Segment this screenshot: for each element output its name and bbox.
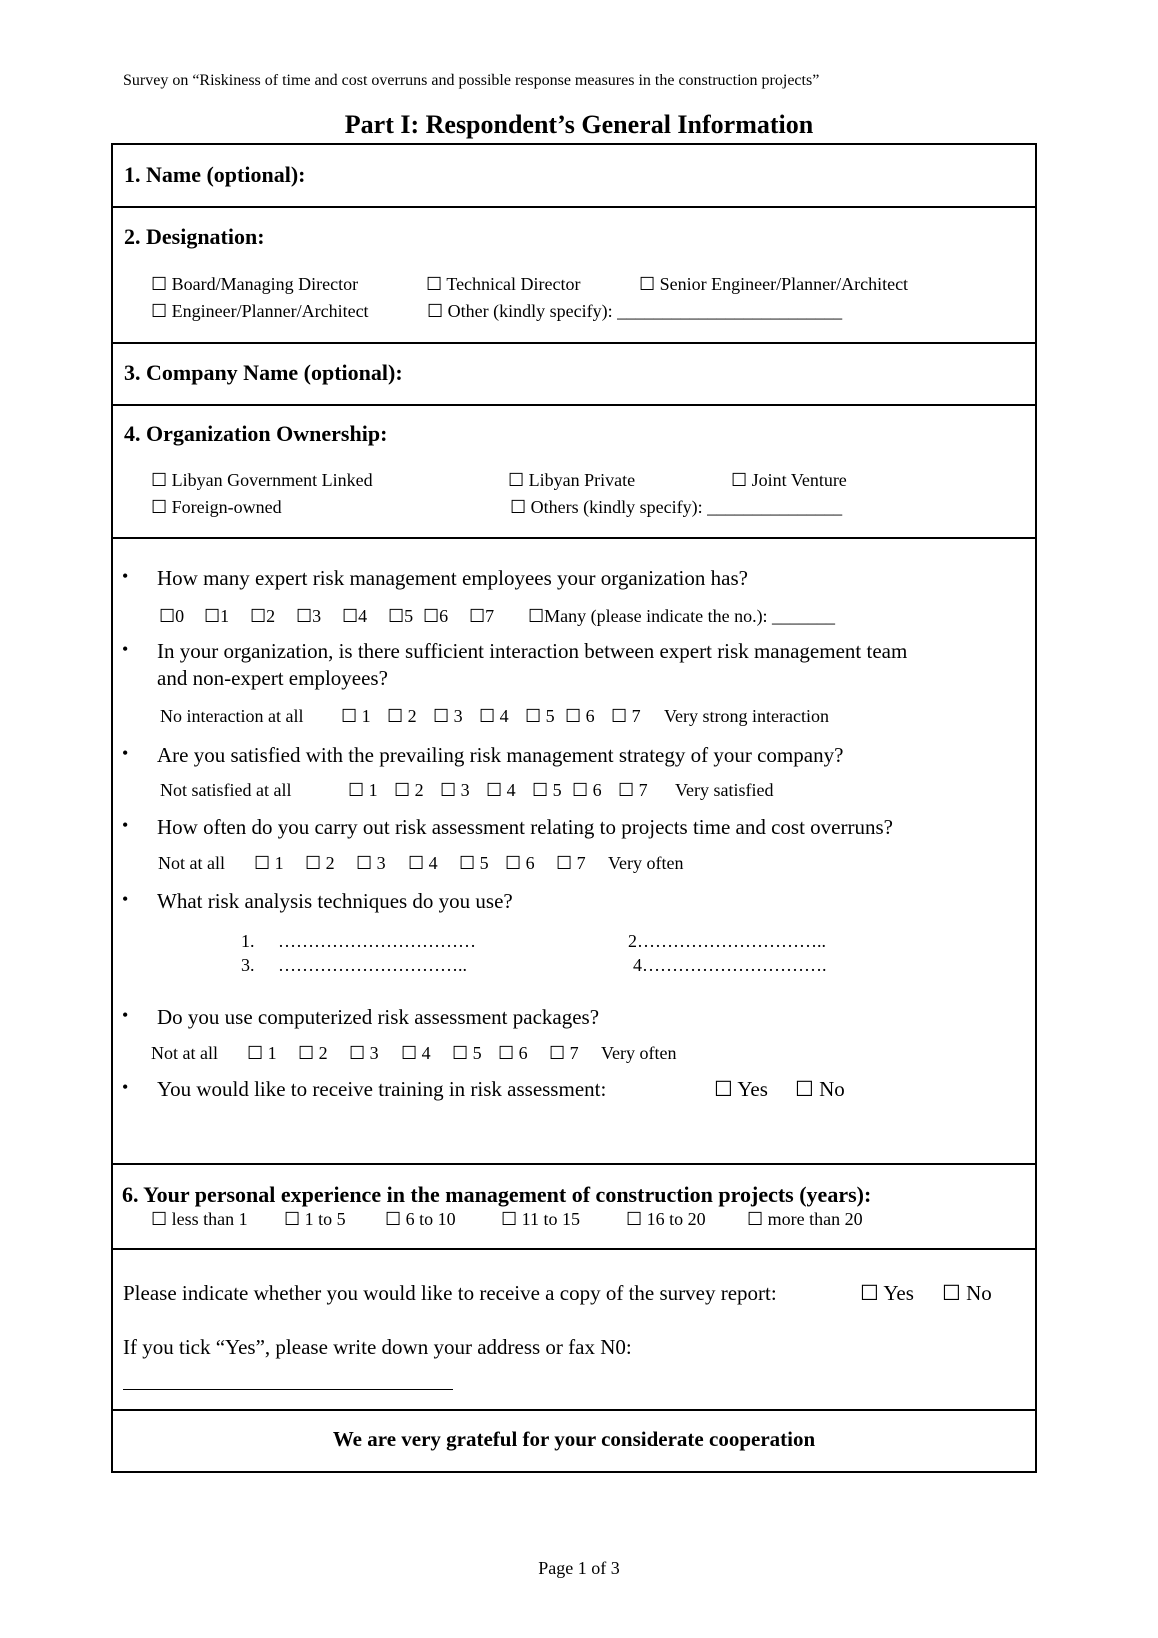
q2-scale-5[interactable]: ☐ 5 (525, 706, 555, 726)
experience-11-to-15[interactable]: ☐ 11 to 15 (501, 1209, 580, 1229)
q2-scale-2[interactable]: ☐ 2 (387, 706, 417, 726)
q6-scale-6[interactable]: ☐ 6 (498, 1043, 528, 1063)
q2-scale-1[interactable]: ☐ 1 (341, 706, 371, 726)
q4-low-label: Not at all (158, 853, 225, 873)
name-label: 1. Name (optional): (124, 162, 306, 187)
bullet: • (122, 1077, 129, 1097)
q6-scale-1[interactable]: ☐ 1 (247, 1043, 277, 1063)
q2-scale-6[interactable]: ☐ 6 (565, 706, 595, 726)
q5-item-3-blank[interactable]: ………………………….. (278, 955, 467, 975)
form-frame (111, 143, 1037, 1473)
report-yes-checkbox[interactable]: ☐ Yes (860, 1281, 914, 1305)
q6-scale-2[interactable]: ☐ 2 (298, 1043, 328, 1063)
q2-scale-3[interactable]: ☐ 3 (433, 706, 463, 726)
q5-item-1-blank[interactable]: …………………………… (278, 931, 476, 951)
q2-scale-4[interactable]: ☐ 4 (479, 706, 509, 726)
ownership-others-checkbox[interactable]: ☐ Others (kindly specify): _______________ (510, 497, 843, 517)
q6-low-label: Not at all (151, 1043, 218, 1063)
experience-more-than-20[interactable]: ☐ more than 20 (747, 1209, 863, 1229)
ownership-foreign-checkbox[interactable]: ☐ Foreign-owned (151, 497, 282, 517)
q3-scale-4[interactable]: ☐ 4 (486, 780, 516, 800)
bullet: • (122, 639, 129, 659)
q5-text: What risk analysis techniques do you use? (157, 889, 513, 913)
designation-label: 2. Designation: (124, 224, 265, 249)
experience-16-to-20[interactable]: ☐ 16 to 20 (626, 1209, 706, 1229)
ownership-joint-venture-checkbox[interactable]: ☐ Joint Venture (731, 470, 847, 490)
q4-scale-5[interactable]: ☐ 5 (459, 853, 489, 873)
q3-scale-5[interactable]: ☐ 5 (532, 780, 562, 800)
page-number: Page 1 of 3 (538, 1558, 620, 1578)
designation-technical-checkbox[interactable]: ☐ Technical Director (426, 274, 581, 294)
designation-board-checkbox[interactable]: ☐ Board/Managing Director (151, 274, 359, 294)
q4-text: How often do you carry out risk assessment relating to projects time and cost overruns? (157, 815, 893, 839)
q1-opt-7[interactable]: ☐7 (469, 606, 495, 626)
q1-opt-6[interactable]: ☐6 (423, 606, 449, 626)
q1-opt-4[interactable]: ☐4 (342, 606, 368, 626)
q4-scale-1[interactable]: ☐ 1 (254, 853, 284, 873)
experience-label: 6. Your personal experience in the management of construction projects (years): (122, 1182, 872, 1207)
divider (113, 404, 1035, 406)
q3-scale-1[interactable]: ☐ 1 (348, 780, 378, 800)
q3-scale-7[interactable]: ☐ 7 (618, 780, 648, 800)
q1-opt-1[interactable]: ☐1 (204, 606, 230, 626)
page-title: Part I: Respondent’s General Information (344, 110, 814, 139)
address-prompt: If you tick “Yes”, please write down your address or fax N0: (123, 1335, 632, 1359)
q1-text: How many expert risk management employees your organization has? (157, 566, 748, 590)
bullet: • (122, 743, 129, 763)
report-no-checkbox[interactable]: ☐ No (942, 1281, 992, 1305)
q6-text: Do you use computerized risk assessment packages? (157, 1005, 600, 1029)
q4-scale-6[interactable]: ☐ 6 (505, 853, 535, 873)
q2-text-line2: and non-expert employees? (157, 666, 388, 690)
q6-high-label: Very often (601, 1043, 677, 1063)
q7-text: You would like to receive training in risk assessment: (157, 1077, 607, 1101)
q2-scale-7[interactable]: ☐ 7 (611, 706, 641, 726)
q4-scale-7[interactable]: ☐ 7 (556, 853, 586, 873)
designation-engineer-checkbox[interactable]: ☐ Engineer/Planner/Architect (151, 301, 369, 321)
company-name-label: 3. Company Name (optional): (124, 360, 403, 385)
ownership-government-checkbox[interactable]: ☐ Libyan Government Linked (151, 470, 373, 490)
q7-no-checkbox[interactable]: ☐ No (795, 1077, 845, 1101)
divider (113, 342, 1035, 344)
survey-header: Survey on “Riskiness of time and cost overruns and possible response measures in the construction projects” (123, 72, 820, 89)
q1-opt-5[interactable]: ☐5 (388, 606, 414, 626)
address-input-line[interactable] (123, 1389, 453, 1390)
q2-text-line1: In your organization, is there sufficient interaction between expert risk management team (157, 639, 908, 663)
designation-senior-checkbox[interactable]: ☐ Senior Engineer/Planner/Architect (639, 274, 909, 294)
divider (113, 1409, 1035, 1411)
q3-scale-6[interactable]: ☐ 6 (572, 780, 602, 800)
experience-less-than-1[interactable]: ☐ less than 1 (151, 1209, 248, 1229)
q5-item-3-number: 3. (241, 955, 255, 975)
q2-high-label: Very strong interaction (664, 706, 829, 726)
q3-scale-2[interactable]: ☐ 2 (394, 780, 424, 800)
closing-message: We are very grateful for your considerate cooperation (332, 1427, 816, 1451)
divider (113, 537, 1035, 539)
bullet: • (122, 1005, 129, 1025)
q3-text: Are you satisfied with the prevailing risk management strategy of your company? (157, 743, 844, 767)
q4-scale-4[interactable]: ☐ 4 (408, 853, 438, 873)
divider (113, 1248, 1035, 1250)
q6-scale-3[interactable]: ☐ 3 (349, 1043, 379, 1063)
q4-scale-2[interactable]: ☐ 2 (305, 853, 335, 873)
q5-item-1-number: 1. (241, 931, 255, 951)
divider (113, 1163, 1035, 1165)
q5-item-2-blank[interactable]: 2………………………….. (628, 931, 826, 951)
q1-opt-0[interactable]: ☐0 (159, 606, 185, 626)
divider (113, 206, 1035, 208)
bullet: • (122, 889, 129, 909)
designation-other-checkbox[interactable]: ☐ Other (kindly specify): _________________________ (427, 301, 843, 321)
q6-scale-4[interactable]: ☐ 4 (401, 1043, 431, 1063)
q1-opt-2[interactable]: ☐2 (250, 606, 276, 626)
experience-6-to-10[interactable]: ☐ 6 to 10 (385, 1209, 456, 1229)
q3-scale-3[interactable]: ☐ 3 (440, 780, 470, 800)
ownership-label: 4. Organization Ownership: (124, 421, 388, 446)
ownership-private-checkbox[interactable]: ☐ Libyan Private (508, 470, 636, 490)
q7-yes-checkbox[interactable]: ☐ Yes (714, 1077, 768, 1101)
q3-high-label: Very satisfied (675, 780, 774, 800)
q5-item-4-blank[interactable]: 4…………………………. (633, 955, 827, 975)
q6-scale-7[interactable]: ☐ 7 (549, 1043, 579, 1063)
bullet: • (122, 566, 129, 586)
experience-1-to-5[interactable]: ☐ 1 to 5 (284, 1209, 346, 1229)
q6-scale-5[interactable]: ☐ 5 (452, 1043, 482, 1063)
q3-low-label: Not satisfied at all (160, 780, 292, 800)
q4-high-label: Very often (608, 853, 684, 873)
q1-opt-3[interactable]: ☐3 (296, 606, 322, 626)
q2-low-label: No interaction at all (160, 706, 304, 726)
q1-opt-many[interactable]: ☐Many (please indicate the no.): _______ (528, 606, 836, 626)
report-copy-question: Please indicate whether you would like to receive a copy of the survey report: (123, 1281, 777, 1305)
q4-scale-3[interactable]: ☐ 3 (356, 853, 386, 873)
bullet: • (122, 815, 129, 835)
